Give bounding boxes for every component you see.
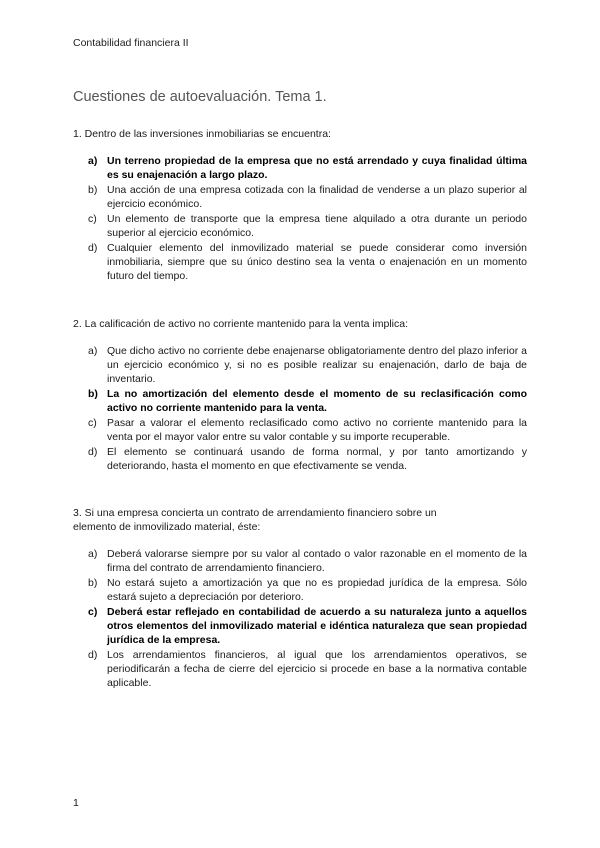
answer-option bbox=[73, 345, 527, 386]
option-text: Un terreno propiedad de la empresa que no está arrendado y cuya finalidad última es su enajenación a largo plazo. bbox=[107, 155, 527, 181]
answer-options bbox=[73, 345, 527, 474]
option-letter: b) bbox=[88, 577, 98, 590]
question-1 bbox=[73, 127, 527, 285]
page-title: Cuestiones de autoevaluación. Tema 1. bbox=[73, 89, 327, 105]
answer-option bbox=[73, 213, 527, 241]
answer-option-correct bbox=[73, 155, 527, 183]
option-letter: a) bbox=[88, 345, 98, 357]
option-letter: b) bbox=[88, 184, 98, 197]
question-text: 2. La calificación de activo no corriente mantenido para la venta implica: bbox=[73, 318, 409, 330]
option-text: No estará sujeto a amortización ya que no es propiedad jurídica de la empresa. Sólo estará sujeto a depreciación por deterioro. bbox=[107, 577, 527, 603]
option-letter: d) bbox=[88, 649, 98, 662]
answer-option bbox=[73, 242, 527, 283]
answer-option bbox=[73, 548, 527, 576]
option-letter: a) bbox=[88, 548, 98, 560]
answer-option bbox=[73, 417, 527, 445]
option-letter: d) bbox=[88, 446, 98, 459]
option-letter: b) bbox=[88, 387, 98, 400]
option-letter: c) bbox=[88, 416, 97, 429]
question-text: 1. Dentro de las inversiones inmobiliarias se encuentra: bbox=[73, 128, 331, 140]
option-text: Un elemento de transporte que la empresa tiene alquilado a otra durante un periodo superior al ejercicio económico. bbox=[107, 213, 527, 239]
page-number: 1 bbox=[73, 797, 79, 809]
answer-option bbox=[73, 649, 527, 690]
option-text: La no amortización del elemento desde el momento de su reclasificación como activo no corriente mantenido para la venta. bbox=[107, 387, 527, 414]
option-letter: c) bbox=[88, 213, 97, 226]
running-header: Contabilidad financiera II bbox=[73, 37, 189, 49]
option-text: Que dicho activo no corriente debe enajenarse obligatoriamente dentro del plazo inferior a un ejercicio económico y, si no es posible realizar su enajenación, darlo de baja de inventario. bbox=[107, 345, 527, 385]
answer-options bbox=[73, 155, 527, 284]
question-text: 3. Si una empresa concierta un contrato de arrendamiento financiero sobre un elemento de inmovilizado material, éste: bbox=[73, 507, 437, 533]
answer-option bbox=[73, 577, 527, 605]
option-text: Una acción de una empresa cotizada con la finalidad de venderse a un plazo superior al ejercicio económico. bbox=[107, 184, 527, 210]
option-text: El elemento se continuará usando de forma normal, y por tanto amortizando y deteriorando, hasta el momento en que efectivamente se venda. bbox=[107, 446, 527, 472]
question-2 bbox=[73, 317, 527, 475]
question-3 bbox=[73, 506, 527, 692]
answer-option-correct bbox=[73, 606, 527, 647]
option-letter: d) bbox=[88, 242, 98, 255]
option-text: Pasar a valorar el elemento reclasificado como activo no corriente mantenido para la venta por el mayor valor entre su valor contable y su importe recuperable. bbox=[107, 416, 527, 443]
option-letter: c) bbox=[88, 606, 98, 619]
answer-option bbox=[73, 184, 527, 212]
option-letter: a) bbox=[88, 155, 98, 167]
answer-option bbox=[73, 446, 527, 474]
option-text: Los arrendamientos financieros, al igual que los arrendamientos operativos, se periodificarán a fecha de cierre del ejercicio si procede en base a la normativa contable aplicable. bbox=[107, 649, 527, 689]
answer-option-correct bbox=[73, 388, 527, 416]
option-text: Deberá estar reflejado en contabilidad de acuerdo a su naturaleza junto a aquellos otros elementos del inmovilizado material e idéntica naturaleza que sean propiedad jurídica de la empresa. bbox=[107, 606, 527, 646]
option-text: Cualquier elemento del inmovilizado material se puede considerar como inversión inmobiliaria, siempre que su único destino sea la venta o enajenación en un momento futuro del tiempo. bbox=[107, 242, 527, 282]
option-text: Deberá valorarse siempre por su valor al contado o valor razonable en el momento de la firma del contrato de arrendamiento financiero. bbox=[107, 548, 527, 574]
answer-options bbox=[73, 548, 527, 690]
